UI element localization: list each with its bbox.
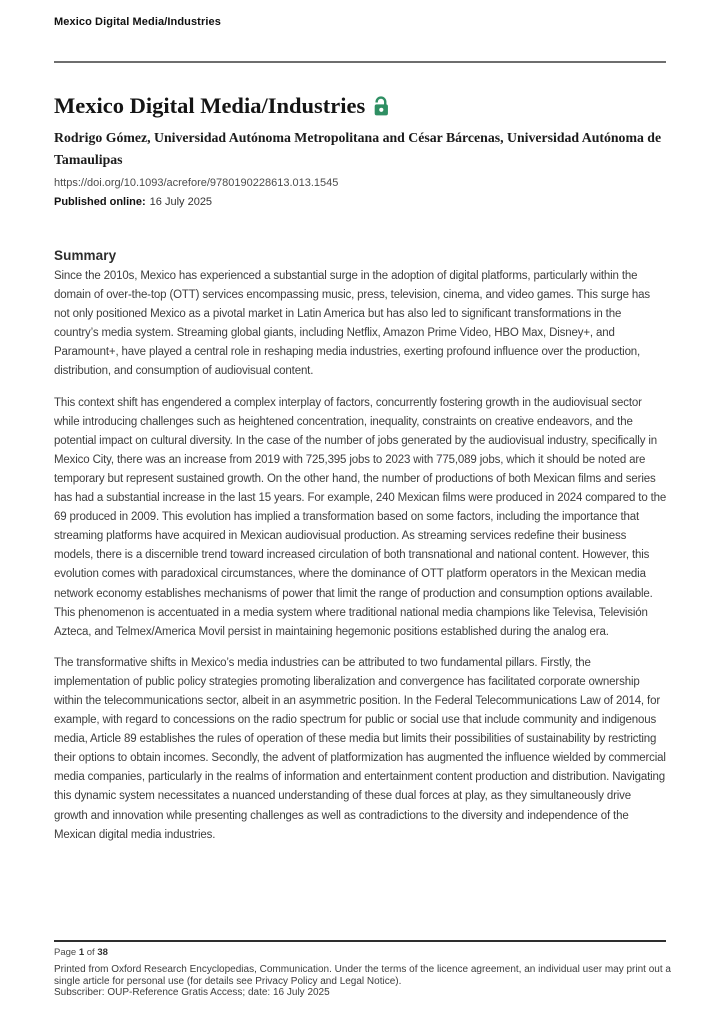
doi-link[interactable]: https://doi.org/10.1093/acrefore/9780190228613.013.1545: [54, 177, 339, 189]
footer-divider: [54, 940, 666, 942]
page-indicator-label: Page: [54, 947, 79, 958]
author-line: Rodrigo Gómez, Universidad Autónoma Metropolitana and César Bárcenas, Universidad Autónoma de Tamaulipas: [54, 129, 662, 168]
summary-body: [54, 267, 667, 857]
published-label: Published online:: [54, 196, 146, 208]
license-block: [54, 964, 672, 999]
page-indicator-of: of: [84, 947, 98, 958]
summary-paragraph-3: The transformative shifts in Mexico’s media industries can be attributed to two fundamental pillars. Firstly, the implementation of public policy strategies promoting liberalization and convergence has facilitated corporate ownership within the telecommunications sector, albeit in an asymmetric position. In the Federal Telecommunications Law of 2014, for example, with regard to concessions on the radio spectrum for public or social use that include community and indigenous media, Article 89 establishes the rules of operation of these media but limits their possibilities of sustainability by restricting their options to obtain incomes. Secondly, the advent of platformization has augmented the influence wielded by commercial media companies, particularly in the realms of information and entertainment content production and distribution. Navigating this dynamic system necessitates a nuanced understanding of these dual forces at play, as they simultaneously drive growth and innovation while presenting challenges as well as contradictions to the diversity and independence of the Mexican digital media industries.: [54, 656, 666, 841]
summary-paragraph-2: This context shift has engendered a complex interplay of factors, concurrently fostering growth in the audiovisual sector while introducing challenges such as heightened concentration, inequality, constraints on creative endeavors, and the potential impact on cultural diversity. In the case of the number of jobs generated by the audiovisual industry, specifically in Mexico City, there was an increase from 2019 with 725,395 jobs to 2023 with 775,089 jobs, which it should be noted are temporary but represent sustained growth. On the other hand, the number of productions of both Mexican films and series has had a substantial increase in the last 15 years. For example, 240 Mexican films were produced in 2024 compared to the 69 produced in 2009. This evolution has implied a transformation based on some factors, including the importance that streaming platforms have acquired in Mexican audiovisual production. As streaming services redefine their business models, there is a discernible trend toward increased circulation of both transnational and national content. However, this evolution comes with paradoxical circumstances, where the dominance of OTT platform operators in the Mexican media network economy establishes mechanisms of power that limit the range of production and consumption options available. This phenomenon is accentuated in a media system where traditional national media champions like Televisa, Televisión Azteca, and Telmex/America Movil persist in maintaining hegemonic positions established during the analog era.: [54, 396, 667, 638]
subscriber-line: Subscriber: OUP-Reference Gratis Access; date: 16 July 2025: [54, 987, 330, 999]
published-line: [54, 196, 212, 208]
doi-line: [54, 177, 338, 189]
published-date: 16 July 2025: [149, 196, 213, 208]
page-title: [54, 93, 670, 122]
running-head: Mexico Digital Media/Industries: [54, 16, 221, 28]
page-number: 1: [78, 947, 85, 958]
license-text: Printed from Oxford Research Encyclopedias, Communication. Under the terms of the licence agreement, an individual user may print out a single article for personal use (for details see Privacy Policy and Legal Notice).: [54, 964, 671, 987]
open-access-lock-icon: [372, 95, 389, 122]
title-block: [54, 93, 670, 172]
page-indicator: [54, 947, 108, 958]
summary-heading: Summary: [54, 248, 117, 263]
page-title-text: Mexico Digital Media/Industries: [54, 93, 366, 118]
summary-paragraph-1: Since the 2010s, Mexico has experienced a substantial surge in the adoption of digital platforms, particularly within the domain of over-the-top (OTT) services encompassing music, press, television, cinema, and video games. This surge has not only positioned Mexico as a pivotal market in Latin America but has also led to significant transformations in the country’s media system. Streaming global giants, including Netflix, Amazon Prime Video, HBO Max, Disney+, and Paramount+, have played a central role in reshaping media industries, exerting profound influence over the production, distribution, and consumption of audiovisual content.: [54, 270, 650, 378]
page-total: 38: [97, 947, 108, 958]
header-divider: [54, 61, 666, 63]
